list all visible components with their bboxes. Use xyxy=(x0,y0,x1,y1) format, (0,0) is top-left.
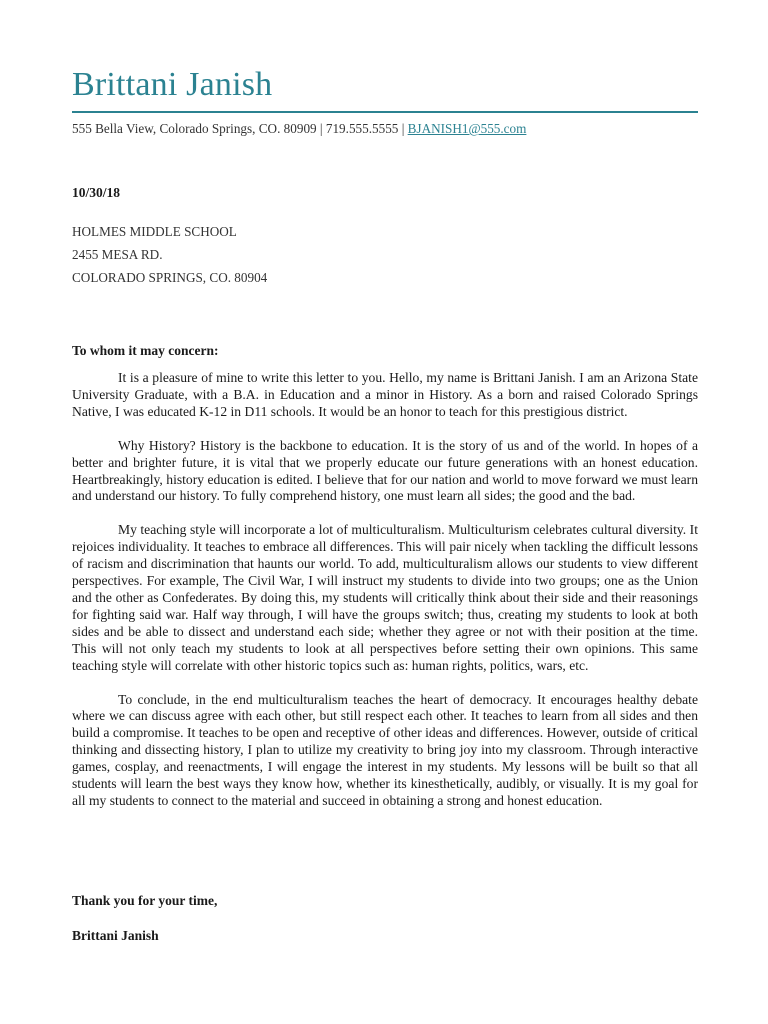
closing: Thank you for your time, xyxy=(72,893,218,908)
contact-address-phone: 555 Bella View, Colorado Springs, CO. 80909 | 719.555.5555 | xyxy=(72,121,408,136)
sender-name: Brittani Janish xyxy=(72,66,273,103)
header-divider xyxy=(72,111,698,113)
body-paragraph: It is a pleasure of mine to write this letter to you. Hello, my name is Brittani Janish. I am an Arizona State University Graduate, with a B.A. in Education and a minor in History. As a born and raised Colorado Springs Native, I was educated K-12 in D11 schools. It would be an honor to teach for this prestigious district. xyxy=(72,370,698,419)
body-paragraph: To conclude, in the end multiculturalism teaches the heart of democracy. It encourages healthy debate where we can discuss agree with each other, but still respect each other. It teaches to learn from all sides and then build a compromise. It teaches to be open and receptive of other ideas and differences. However, outside of critical thinking and dissecting history, I plan to utilize my creativity to bring joy into my classroom. Through interactive games, cosplay, and reenactments, I will engage the interest in my students. My lessons will be built so that all students will learn the best ways they know how, whether its kinesthetically, audibly, or visually. It is my goal for all my students to connect to the material and succeed in obtaining a strong and honest education. xyxy=(72,691,698,808)
contact-line xyxy=(72,121,526,137)
letter-page xyxy=(72,0,698,1024)
email-link[interactable]: BJANISH1@555.com xyxy=(407,121,527,136)
letter-body xyxy=(72,370,698,827)
salutation: To whom it may concern: xyxy=(72,343,219,358)
recipient-address xyxy=(72,220,267,289)
recipient-line: 2455 MESA RD. xyxy=(72,247,163,262)
recipient-line: COLORADO SPRINGS, CO. 80904 xyxy=(72,270,268,285)
body-paragraph: Why History? History is the backbone to education. It is the story of us and of the world. In hopes of a better and brighter future, it is vital that we properly educate our future generations with an honest education. Heartbreakingly, history education is edited. I believe that for our nation and world to move forward we must learn and understand our history. To fully comprehend history, one must learn all sides; the good and the bad. xyxy=(72,437,698,504)
signature-name: Brittani Janish xyxy=(72,928,159,943)
body-paragraph: My teaching style will incorporate a lot of multiculturalism. Multiculturism celebrates cultural diversity. It rejoices individuality. It teaches to embrace all differences. This will pair nicely when tackling the difficult lessons of racism and discrimination that haunts our world. To add, multiculturalism allows our students to view different perspectives. For example, The Civil War, I will instruct my students to divide into two groups; one as the Union and the other as Confederates. By doing this, my students will critically think about their side and their reasonings for fighting said war. Half way through, I will have the groups switch; thus, creating my students to look at both sides and be able to dissect and understand each side; whether they agree or not with their position at the time. This will not only teach my students to look at all perspectives before setting their own opinions. This same teaching style will correlate with other historic topics such as: human rights, politics, wars, etc. xyxy=(72,522,698,673)
recipient-line: HOLMES MIDDLE SCHOOL xyxy=(72,224,237,239)
letter-date: 10/30/18 xyxy=(72,185,121,200)
